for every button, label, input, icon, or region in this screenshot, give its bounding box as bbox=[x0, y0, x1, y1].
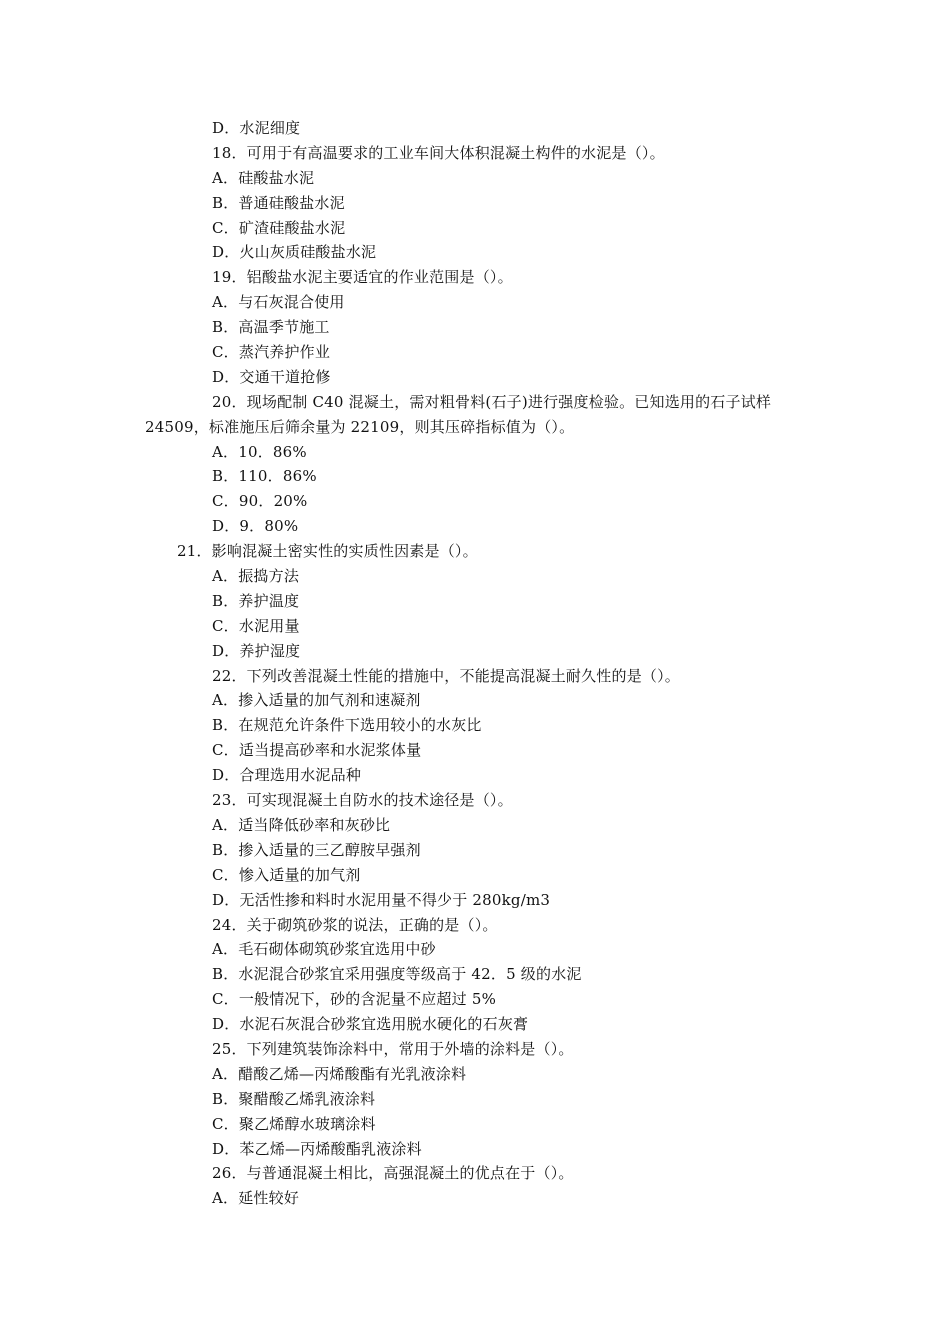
option-18-d: D．火山灰质硅酸盐水泥 bbox=[212, 243, 377, 262]
option-24-b: B．水泥混合砂浆宜采用强度等级高于 42．5 级的水泥 bbox=[212, 965, 582, 984]
option-20-d: D．9．80% bbox=[212, 517, 299, 536]
option-25-c: C．聚乙烯醇水玻璃涂料 bbox=[212, 1114, 376, 1133]
question-18: 18．可用于有高温要求的工业车间大体积混凝土构件的水泥是（）。 bbox=[212, 143, 665, 162]
question-19: 19．铝酸盐水泥主要适宜的作业范围是（）。 bbox=[212, 268, 513, 287]
document-body bbox=[0, 116, 950, 1211]
question-22: 22．下列改善混凝土性能的措施中，不能提高混凝土耐久性的是（）。 bbox=[212, 666, 680, 685]
option-19-c: C．蒸汽养护作业 bbox=[212, 343, 331, 362]
option-22-a: A．掺入适量的加气剂和速凝剂 bbox=[212, 691, 421, 710]
option-20-a: A．10．86% bbox=[212, 442, 307, 461]
option-24-a: A．毛石砌体砌筑砂浆宜选用中砂 bbox=[212, 940, 436, 959]
option-19-a: A．与石灰混合使用 bbox=[212, 293, 345, 312]
option-18-a: A．硅酸盐水泥 bbox=[212, 168, 315, 187]
option-22-b: B．在规范允许条件下选用较小的水灰比 bbox=[212, 716, 482, 735]
option-24-d: D．水泥石灰混合砂浆宜选用脱水硬化的石灰膏 bbox=[212, 1015, 529, 1034]
option-21-c: C．水泥用量 bbox=[212, 616, 300, 635]
option-23-a: A．适当降低砂率和灰砂比 bbox=[212, 815, 391, 834]
option-24-c: C．一般情况下，砂的含泥量不应超过 5% bbox=[212, 990, 497, 1009]
question-20-continued: 24509，标准施压后筛余量为 22109，则其压碎指标值为（）。 bbox=[145, 417, 575, 436]
option-21-a: A．振捣方法 bbox=[212, 567, 300, 586]
option-23-d: D．无活性掺和料时水泥用量不得少于 280kg/m3 bbox=[212, 890, 551, 909]
option-21-d: D．养护湿度 bbox=[212, 641, 301, 660]
option-20-b: B．110．86% bbox=[212, 467, 317, 486]
question-21: 21．影响混凝土密实性的实质性因素是（）。 bbox=[177, 542, 478, 561]
option-17-d: D．水泥细度 bbox=[212, 119, 301, 137]
option-20-c: C．90．20% bbox=[212, 492, 308, 511]
option-26-a: A．延性较好 bbox=[212, 1189, 300, 1208]
question-23: 23．可实现混凝土自防水的技术途径是（）。 bbox=[212, 791, 513, 810]
option-25-a: A．醋酸乙烯—丙烯酸酯有光乳液涂料 bbox=[212, 1064, 467, 1083]
option-22-c: C．适当提高砂率和水泥浆体量 bbox=[212, 741, 422, 760]
question-20: 20．现场配制 C40 混凝土，需对粗骨料(石子)进行强度检验。已知选用的石子试样 bbox=[212, 392, 772, 411]
option-22-d: D．合理选用水泥品种 bbox=[212, 766, 362, 785]
option-25-b: B．聚醋酸乙烯乳液涂料 bbox=[212, 1089, 376, 1108]
option-23-b: B．掺入适量的三乙醇胺早强剂 bbox=[212, 840, 421, 859]
option-19-b: B．高温季节施工 bbox=[212, 318, 330, 337]
option-25-d: D．苯乙烯—丙烯酸酯乳液涂料 bbox=[212, 1139, 422, 1158]
option-19-d: D．交通干道抢修 bbox=[212, 367, 331, 386]
question-25: 25．下列建筑装饰涂料中，常用于外墙的涂料是（）。 bbox=[212, 1039, 574, 1058]
option-18-c: C．矿渣硅酸盐水泥 bbox=[212, 218, 346, 237]
option-21-b: B．养护温度 bbox=[212, 591, 300, 610]
question-24: 24．关于砌筑砂浆的说法，正确的是（）。 bbox=[212, 915, 498, 934]
option-23-c: C．惨入适量的加气剂 bbox=[212, 865, 361, 884]
option-18-b: B．普通硅酸盐水泥 bbox=[212, 193, 345, 212]
question-26: 26．与普通混凝土相比，高强混凝土的优点在于（）。 bbox=[212, 1164, 574, 1183]
